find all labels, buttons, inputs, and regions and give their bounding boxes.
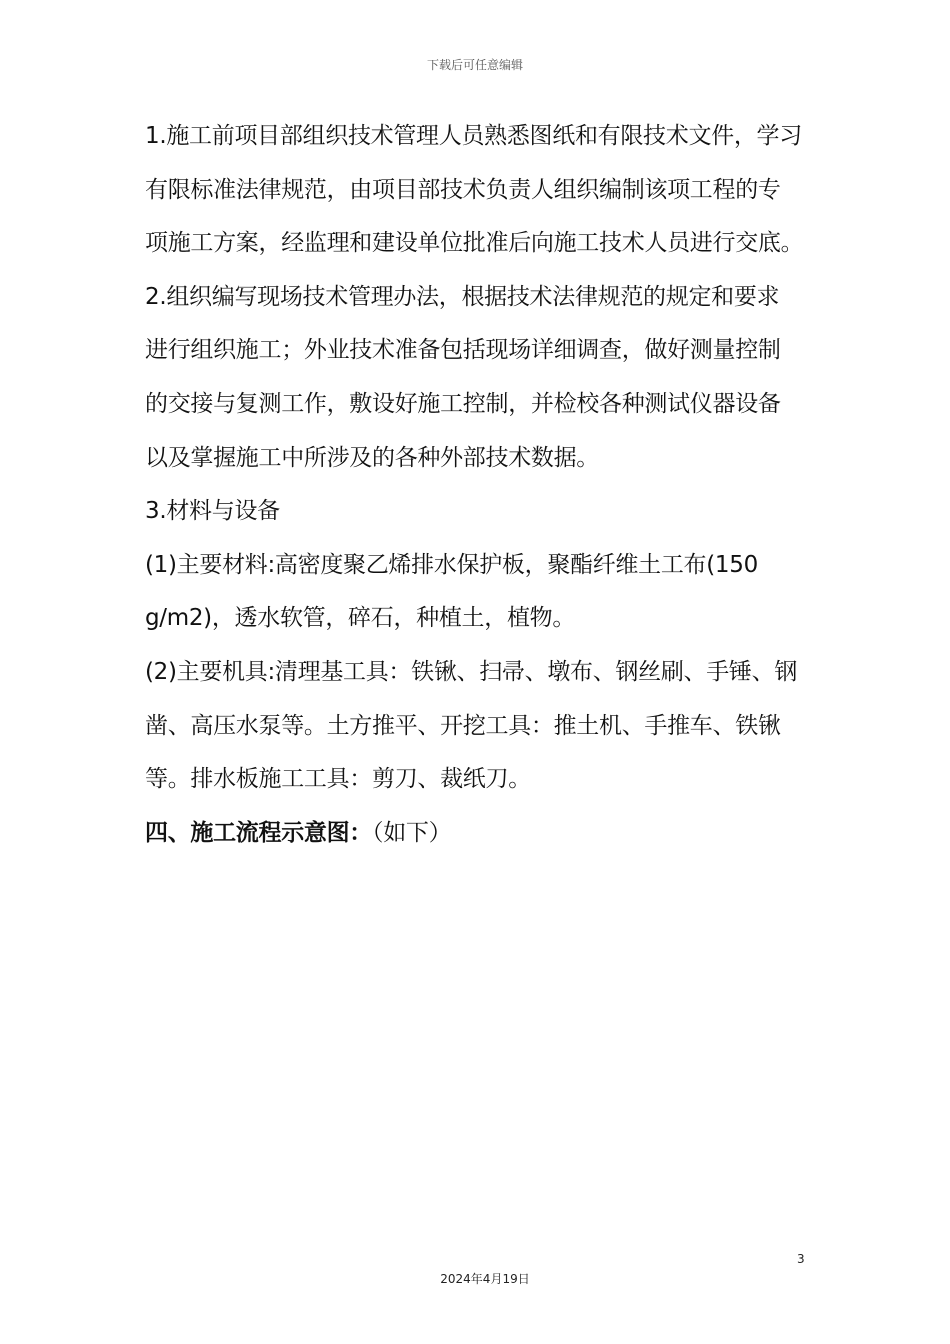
paragraph-line: g/m2)，透水软管，碎石，种植土，植物。: [145, 605, 576, 632]
paragraph-line: 项施工方案，经监理和建设单位批准后向施工技术人员进行交底。: [145, 230, 804, 257]
paragraph-line: 等。排水板施工工具：剪刀、裁纸刀。: [145, 766, 531, 793]
paragraph-line: 1.施工前项目部组织技术管理人员熟悉图纸和有限技术文件，学习: [145, 123, 802, 149]
paragraph-line: 的交接与复测工作，敷设好施工控制，并检校各种测试仪器设备: [145, 390, 781, 417]
paragraph-line: (1)主要材料:高密度聚乙烯排水保护板，聚酯纤维土工布(150: [145, 551, 758, 578]
section-heading-title: 四、施工流程示意图：: [145, 819, 373, 846]
paragraph-line: 有限标准法律规范，由项目部技术负责人组织编制该项工程的专: [145, 176, 781, 203]
paragraph-line: 3.材料与设备: [145, 498, 280, 525]
document-body: [145, 110, 810, 860]
footer-date: 2024年4月19日: [440, 1272, 530, 1286]
paragraph-line: 以及掌握施工中所涉及的各种外部技术数据。: [145, 444, 600, 471]
paragraph-line: 凿、高压水泵等。土方推平、开挖工具：推土机、手推车、铁锹: [145, 712, 781, 739]
section-heading: [145, 807, 810, 861]
page-header: 下载后可任意编辑: [426, 58, 523, 72]
paragraph-line: 进行组织施工；外业技术准备包括现场详细调查，做好测量控制: [145, 337, 781, 364]
paragraph-line: (2)主要机具:清理基工具：铁锹、扫帚、墩布、钢丝刷、手锤、钢: [145, 658, 798, 685]
page-number: 3: [797, 1252, 805, 1266]
paragraph-line: 2.组织编写现场技术管理办法，根据技术法律规范的规定和要求: [145, 283, 780, 310]
section-heading-aside: （如下）: [372, 819, 452, 846]
